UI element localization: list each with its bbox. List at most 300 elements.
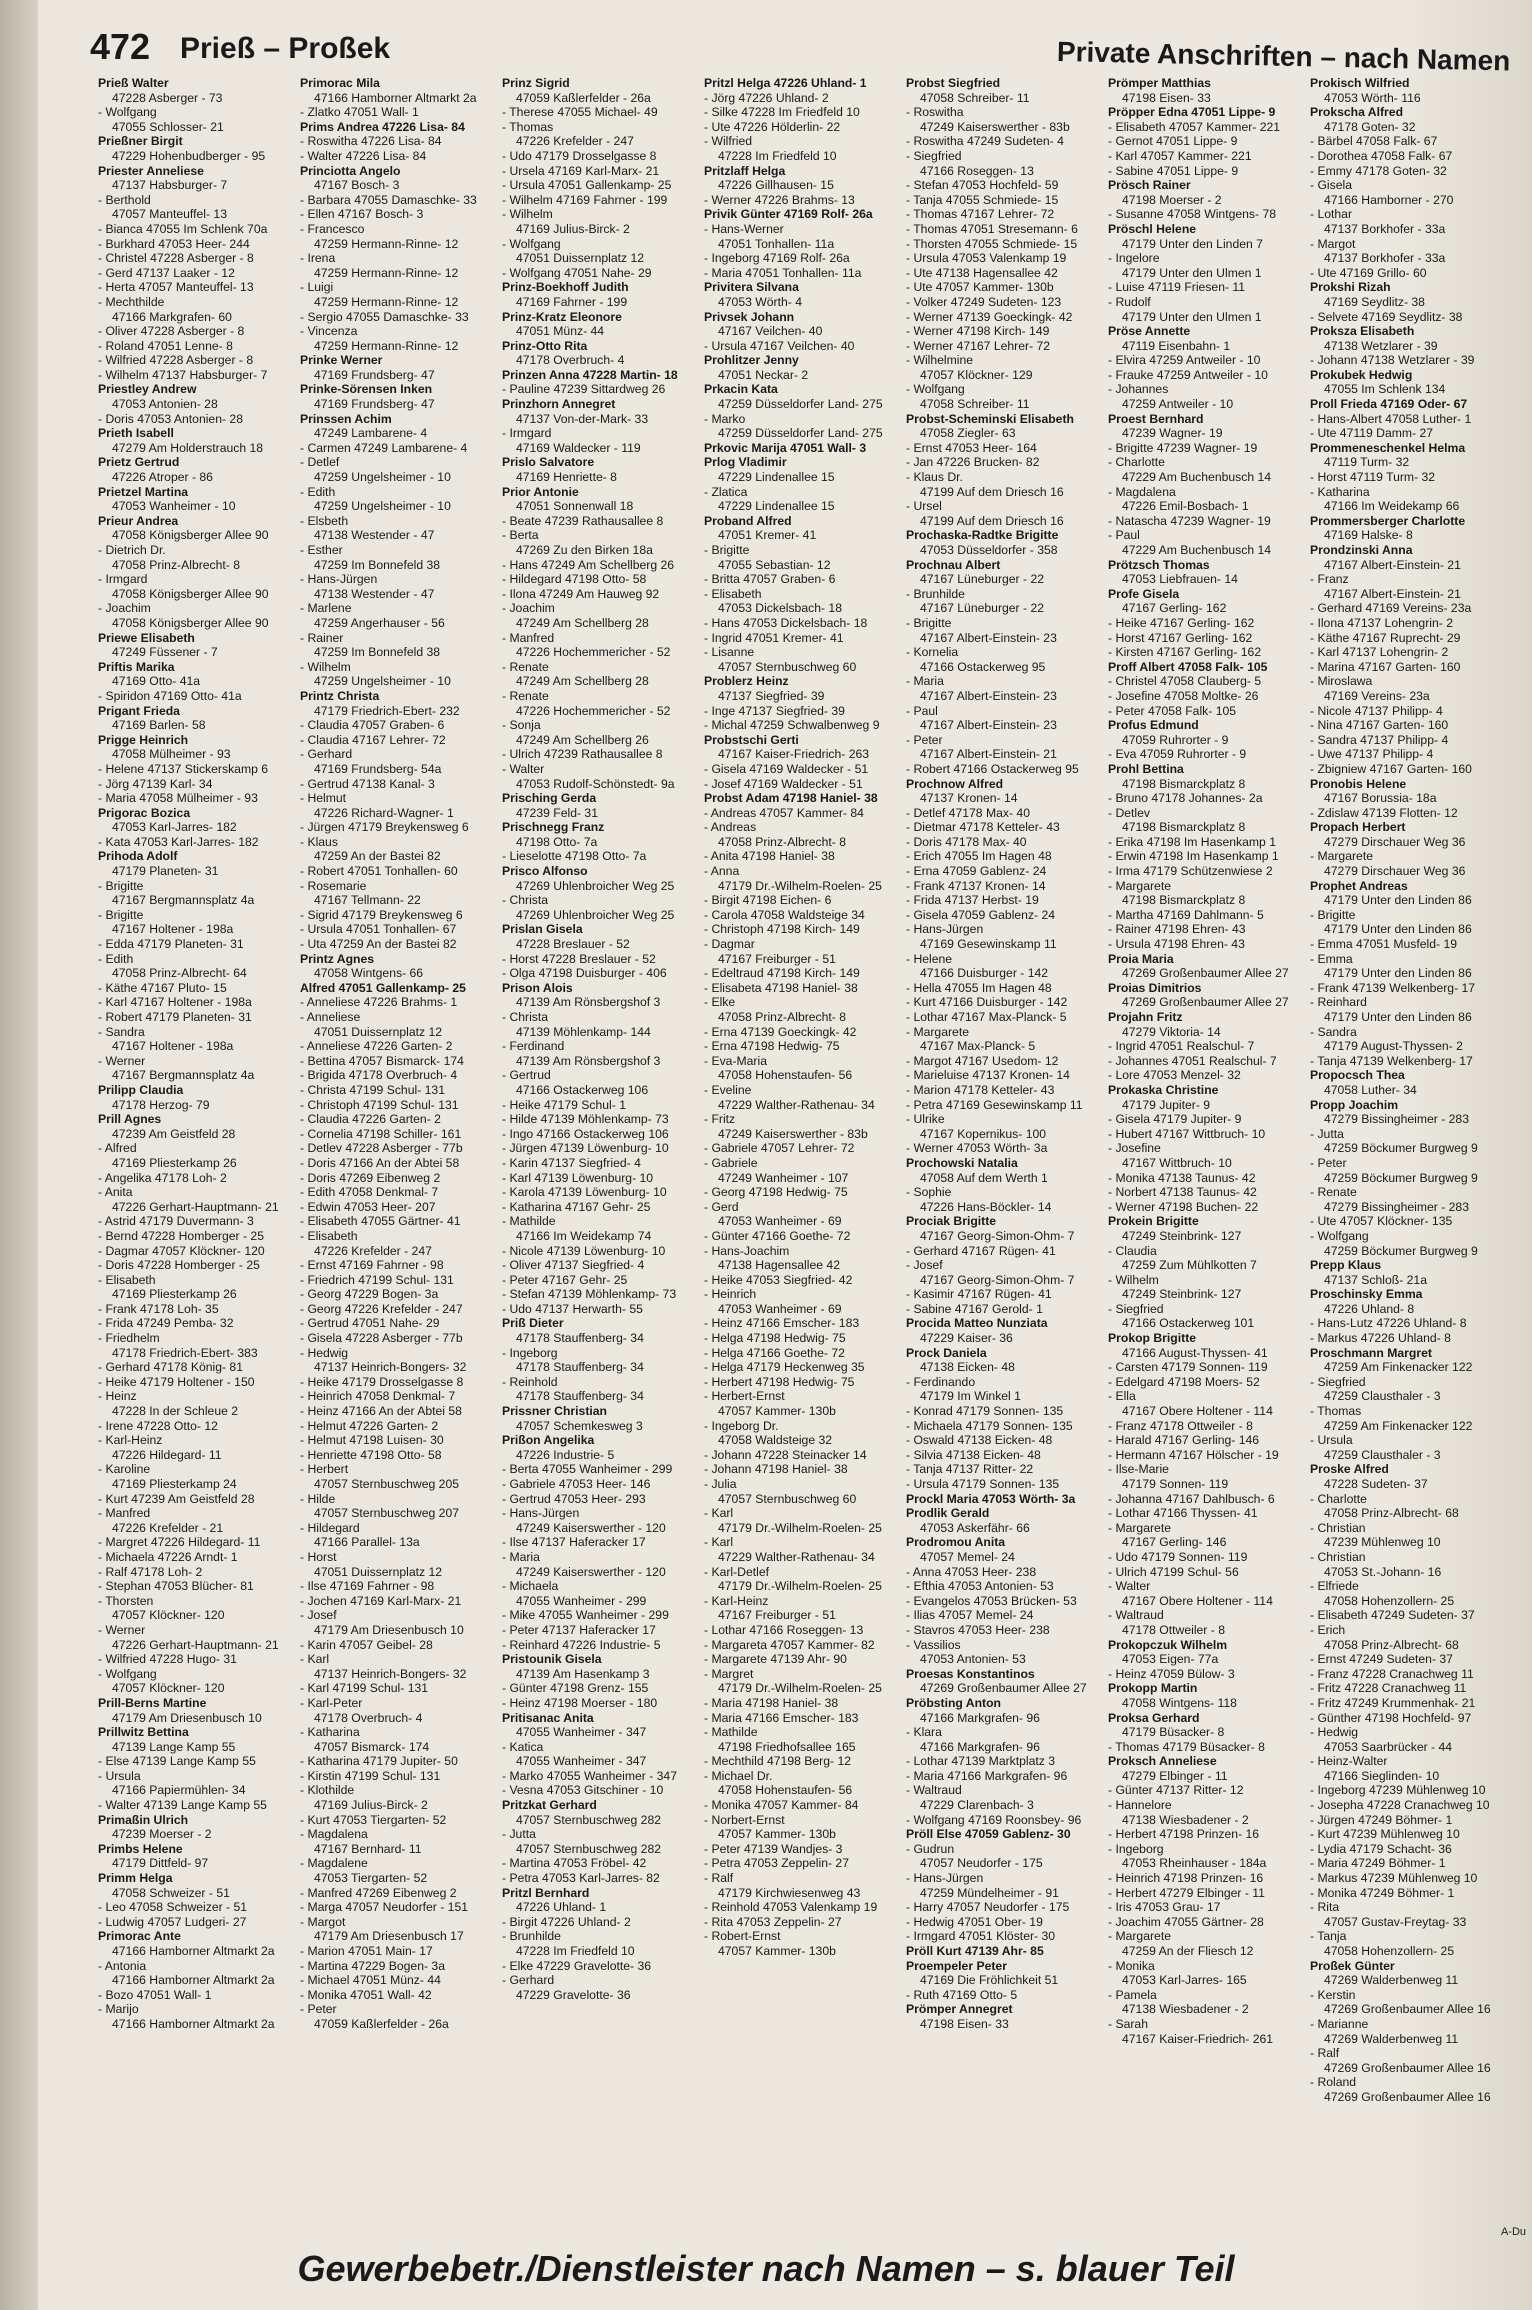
entry-name: - Ute 47057 Kammer- 130b	[906, 280, 1054, 295]
entry-address: 47139 Am Hasenkamp 3	[516, 1666, 650, 1681]
directory-entry	[300, 1083, 495, 1098]
directory-entry	[1310, 207, 1505, 236]
entry-name: - Lothar 47166 Thyssen- 41	[1108, 1506, 1258, 1521]
entry-name: - Elisabeth	[704, 586, 762, 601]
entry-address: 47179 Im Winkel 1	[920, 1389, 1021, 1404]
directory-entry	[906, 1842, 1101, 1871]
entry-address: 47178 Friedrich-Ebert- 383	[112, 1345, 258, 1360]
directory-entry	[502, 1375, 697, 1404]
entry-name: - Ilona 47137 Lohengrin- 2	[1310, 615, 1453, 630]
directory-entry	[1310, 1842, 1505, 1857]
entry-name: - Siegfried	[1310, 1374, 1366, 1389]
entry-address: 47053 Wörth- 116	[1324, 90, 1421, 105]
entry-name: - Christa	[502, 1010, 549, 1024]
directory-entry	[98, 1141, 293, 1170]
entry-name: Proest Bernhard	[1108, 411, 1204, 426]
directory-entry	[1108, 864, 1303, 879]
directory-entry	[502, 280, 697, 309]
entry-name: - Anita	[98, 1185, 133, 1200]
directory-entry	[1108, 1506, 1303, 1521]
entry-address: 47269 Großenbaumer Allee 16	[1324, 2089, 1491, 2104]
directory-entry	[502, 922, 697, 951]
entry-name: - Wolfgang 47169 Roonsbey- 96	[906, 1812, 1082, 1827]
directory-entry	[1108, 1171, 1303, 1186]
directory-entry	[300, 1988, 495, 2003]
directory-entry	[1108, 1375, 1303, 1390]
directory-entry	[704, 485, 899, 514]
directory-entry	[906, 1959, 1101, 1988]
entry-name: - Thomas 47167 Lehrer- 72	[906, 207, 1055, 222]
entry-address: 47138 Wiesbadener - 2	[1122, 2002, 1249, 2017]
entry-name: - Karl 47167 Holtener - 198a	[98, 995, 252, 1010]
directory-entry	[1310, 616, 1505, 631]
entry-name: - Charlotte	[1108, 455, 1165, 470]
entry-address: 47166 Markgrafen- 96	[920, 1710, 1040, 1725]
directory-entry	[502, 426, 697, 455]
entry-name: - Waltraud	[906, 1783, 962, 1798]
entry-address: 47228 Im Friedfeld 10	[718, 148, 837, 163]
entry-name: Prinz-Otto Rita	[502, 338, 588, 353]
directory-entry	[1108, 1214, 1303, 1243]
entry-address: 47058 Mülheimer - 93	[112, 747, 231, 762]
entry-name: - Katharina	[1310, 484, 1370, 499]
entry-address: 47199 Auf dem Driesch 16	[920, 484, 1064, 499]
directory-entry	[98, 1492, 293, 1507]
entry-name: - Uta 47259 An der Bastei 82	[300, 937, 457, 952]
directory-entry	[1108, 280, 1303, 295]
entry-name: - Christa	[502, 893, 549, 908]
directory-entry	[300, 1769, 495, 1784]
directory-entry	[502, 1929, 697, 1958]
entry-name: - Edda 47179 Planeten- 31	[98, 937, 244, 952]
entry-name: Pritzl Helga 47226 Uhland- 1	[704, 76, 867, 90]
directory-entry	[906, 1346, 1101, 1375]
entry-name: - Else 47139 Lange Kamp 55	[98, 1754, 256, 1769]
directory-entry	[906, 1287, 1101, 1302]
directory-entry	[704, 645, 899, 674]
entry-name: Proempeler Peter	[906, 1958, 1007, 1973]
entry-address: 47226 Krefelder - 21	[112, 1520, 224, 1535]
directory-entry	[1310, 1725, 1505, 1754]
entry-name: - Georg 47198 Hedwig- 75	[704, 1185, 848, 1200]
directory-entry	[300, 441, 495, 456]
directory-entry	[502, 1316, 697, 1345]
directory-entry	[300, 1813, 495, 1828]
directory-entry	[1108, 1419, 1303, 1434]
directory-entry	[1310, 397, 1505, 412]
directory-entry	[906, 981, 1101, 996]
entry-name: - Detlev	[1108, 805, 1150, 820]
entry-address: 47169 Barlen- 58	[112, 718, 206, 733]
entry-name: - Frauke 47259 Antweiler - 10	[1108, 367, 1268, 382]
entry-address: 47198 Eisen- 33	[1122, 90, 1211, 105]
entry-address: 47179 Dr.-Wilhelm-Roelen- 25	[718, 1681, 882, 1696]
entry-name: Priewe Elisabeth	[98, 630, 195, 645]
entry-name: - Kornelia	[906, 645, 959, 660]
entry-name: - Roswitha 47226 Lisa- 84	[300, 134, 442, 149]
entry-address: 47166 Papiermühlen- 34	[112, 1783, 246, 1798]
entry-address: 47259 Im Bonnefeld 38	[314, 645, 441, 660]
directory-entry	[300, 1287, 495, 1302]
directory-entry	[300, 251, 495, 280]
entry-name: - Ute 47138 Hagensallee 42	[906, 265, 1058, 280]
entry-address: 47058 Waldsteige 32	[718, 1433, 833, 1448]
entry-address: 47226 Industrie- 5	[516, 1447, 615, 1462]
entry-address: 47228 Asberger - 73	[112, 90, 223, 105]
entry-name: - Paul	[906, 703, 938, 718]
entry-address: 47137 Heinrich-Bongers- 32	[314, 1666, 467, 1681]
entry-name: - Ruth 47169 Otto- 5	[906, 1987, 1018, 2002]
entry-address: 47051 Tonhallen- 11a	[718, 236, 835, 251]
directory-entry	[98, 1667, 293, 1696]
entry-name: - Peter 47139 Wandjes- 3	[704, 1841, 843, 1856]
directory-entry	[98, 1419, 293, 1434]
directory-entry	[98, 777, 293, 792]
entry-name: - Günter 47198 Grenz- 155	[502, 1681, 649, 1696]
entry-name: - Angelika 47178 Loh- 2	[98, 1170, 227, 1185]
entry-name: Prischnegg Franz	[502, 820, 605, 835]
entry-name: - Marion 47178 Ketteler- 43	[906, 1082, 1055, 1097]
entry-name: - Kurt 47166 Duisburger - 142	[906, 995, 1068, 1010]
directory-entry	[906, 645, 1101, 674]
directory-entry	[704, 207, 899, 222]
entry-name: - Jürgen 47179 Breykensweg 6	[300, 820, 469, 835]
directory-entry	[906, 1302, 1101, 1317]
entry-address: 47053 Rudolf-Schönstedt- 9a	[516, 776, 675, 791]
directory-entry	[502, 1433, 697, 1462]
entry-name: - Ella	[1108, 1389, 1136, 1404]
entry-name: - Johann 47228 Steinacker 14	[704, 1447, 867, 1462]
directory-entry	[98, 689, 293, 704]
entry-address: 47249 Kaiserswerther - 120	[516, 1520, 666, 1535]
directory-entry	[300, 747, 495, 776]
directory-entry	[502, 1462, 697, 1477]
entry-name: Proias Dimitrios	[1108, 980, 1202, 995]
entry-name: Priester Anneliese	[98, 163, 204, 178]
entry-address: 47169 Otto- 41a	[112, 674, 201, 689]
directory-entry	[1108, 134, 1303, 149]
directory-entry	[1310, 1156, 1505, 1185]
entry-name: - Michaela 47226 Arndt- 1	[98, 1549, 238, 1564]
directory-entry	[1108, 631, 1303, 646]
directory-entry	[1310, 2046, 1505, 2075]
directory-entry	[704, 1754, 899, 1769]
directory-entry	[98, 1871, 293, 1900]
directory-entry	[906, 1915, 1101, 1930]
entry-name: Prohl Bettina	[1108, 761, 1184, 776]
directory-entry	[98, 572, 293, 601]
entry-address: 47259 Böckumer Burgweg 9	[1324, 1170, 1478, 1185]
entry-name: Prihoda Adolf	[98, 849, 178, 864]
entry-address: 47179 Dittfeld- 97	[112, 1856, 209, 1871]
directory-entry	[502, 1010, 697, 1039]
directory-entry	[300, 952, 495, 981]
directory-entry	[98, 1594, 293, 1623]
directory-entry	[502, 966, 697, 981]
directory-entry	[502, 178, 697, 193]
directory-entry	[98, 222, 293, 237]
directory-entry	[1108, 2017, 1303, 2046]
directory-entry	[1310, 76, 1505, 105]
entry-name: - Spiridon 47169 Otto- 41a	[98, 688, 242, 703]
directory-entry	[1310, 1258, 1505, 1287]
footer-note: Gewerbebetr./Dienstleister nach Namen – s. blauer Teil	[297, 2248, 1235, 2289]
entry-name: - Josefine	[1108, 1141, 1161, 1156]
entry-address: 47179 Jupiter- 9	[1122, 1097, 1211, 1112]
entry-address: 47226 Atroper - 86	[112, 470, 213, 485]
directory-entry	[906, 237, 1101, 252]
directory-entry	[906, 1900, 1101, 1915]
entry-name: - Luigi	[300, 280, 334, 295]
entry-name: - Irena	[300, 251, 336, 266]
entry-name: - Fritz 47228 Cranachweg 11	[1310, 1681, 1467, 1696]
page-header	[90, 22, 1511, 77]
directory-entry	[704, 1112, 899, 1141]
directory-entry	[98, 981, 293, 996]
entry-name: - Werner 47226 Brahms- 13	[704, 192, 855, 207]
entry-address: 47053 Karl-Jarres- 165	[1122, 1973, 1247, 1988]
entry-name: - Monika 47057 Kammer- 84	[704, 1798, 859, 1813]
directory-entry	[300, 1141, 495, 1156]
entry-address: 47137 Siegfried- 39	[718, 688, 825, 703]
entry-address: 47259 Mündelheimer - 91	[920, 1885, 1059, 1900]
directory-entry	[98, 353, 293, 368]
entry-address: 47269 Walderbenweg 11	[1324, 1973, 1459, 1988]
entry-name: - Udo 47179 Sonnen- 119	[1108, 1549, 1248, 1564]
directory-entry	[1108, 120, 1303, 135]
directory-entry	[1310, 1287, 1505, 1316]
directory-entry	[704, 1477, 899, 1506]
directory-entry	[906, 149, 1101, 178]
entry-address: 47057 Kammer- 130b	[718, 1944, 836, 1958]
entry-name: - Jörg 47139 Karl- 34	[98, 776, 213, 791]
directory-entry	[704, 1083, 899, 1112]
entry-name: - Marion 47051 Main- 17	[300, 1944, 433, 1958]
entry-address: 47058 Luther- 34	[1324, 1082, 1417, 1097]
entry-name: - Erika 47198 Im Hasenkamp 1	[1108, 834, 1276, 849]
directory-entry	[1108, 1827, 1303, 1842]
directory-entry	[1310, 441, 1505, 470]
entry-address: 47137 Habsburger- 7	[112, 178, 228, 193]
entry-name: Prohlitzer Jenny	[704, 353, 799, 368]
directory-entry	[502, 1959, 697, 1974]
entry-name: - Vassilios	[906, 1637, 961, 1652]
entry-address: 47058 Königsberger Allee 90	[112, 528, 269, 543]
directory-entry	[1310, 631, 1505, 646]
entry-name: - Waltraud	[1108, 1608, 1164, 1623]
directory-entry	[98, 1754, 293, 1769]
entry-name: - Gernot 47051 Lippe- 9	[1108, 134, 1238, 149]
directory-entry	[906, 1608, 1101, 1623]
entry-name: Prokopczuk Wilhelm	[1108, 1637, 1228, 1652]
entry-name: - Gerhard	[502, 1973, 555, 1988]
entry-name: - Lothar 47167 Max-Planck- 5	[906, 1010, 1067, 1024]
entry-name: - Brigitte	[906, 615, 952, 630]
directory-entry	[300, 324, 495, 353]
directory-entry	[704, 1594, 899, 1623]
entry-address: 47139 Am Rönsbergshof 3	[516, 995, 661, 1010]
entry-name: Prigge Heinrich	[98, 732, 189, 747]
directory-entry	[300, 485, 495, 514]
directory-entry	[1108, 528, 1303, 557]
entry-address: 47055 Wanheimer - 347	[516, 1725, 647, 1740]
entry-address: 47239 Feld- 31	[516, 805, 598, 820]
directory-entry	[1310, 1886, 1505, 1901]
entry-name: Procida Matteo Nunziata	[906, 1316, 1048, 1331]
entry-name: Prill-Berns Martine	[98, 1695, 207, 1710]
entry-address: 47058 Königsberger Allee 90	[112, 615, 269, 630]
entry-name: - Michaela	[502, 1579, 559, 1594]
directory-entry	[98, 908, 293, 937]
entry-name: - Tanja 47137 Ritter- 22	[906, 1462, 1034, 1477]
directory-entry	[906, 1054, 1101, 1069]
directory-entry	[98, 105, 293, 134]
entry-name: - Marko	[704, 411, 746, 426]
entry-address: 47229 Clarenbach- 3	[920, 1798, 1034, 1813]
entry-address: 47166 Hamborner - 270	[1324, 192, 1454, 207]
directory-entry	[502, 1112, 697, 1127]
entry-address: 47167 Georg-Simon-Ohm- 7	[920, 1272, 1075, 1287]
entry-address: 47166 August-Thyssen- 41	[1122, 1345, 1268, 1360]
entry-address: 47169 Seydlitz- 38	[1324, 294, 1425, 309]
directory-entry	[1108, 1959, 1303, 1988]
entry-name: - Anneliese 47226 Brahms- 1	[300, 995, 458, 1010]
entry-name: - Lore 47053 Menzel- 32	[1108, 1068, 1241, 1083]
directory-entry	[704, 412, 899, 441]
entry-address: 47269 Großenbaumer Allee 27	[920, 1681, 1087, 1696]
entry-name: - Karl-Heinz	[704, 1593, 769, 1608]
entry-name: - Wolfgang	[98, 105, 157, 120]
directory-entry	[98, 2002, 293, 2031]
entry-address: 47279 Bissingheimer - 283	[1324, 1199, 1469, 1214]
entry-name: - Gabriele	[704, 1155, 758, 1170]
entry-name: - Werner	[98, 1053, 146, 1068]
directory-entry	[98, 1171, 293, 1186]
entry-name: - Hans-Albert 47058 Luther- 1	[1310, 411, 1472, 426]
entry-name: - Herbert 47198 Prinzen- 16	[1108, 1827, 1260, 1842]
directory-entry	[1108, 1842, 1303, 1871]
entry-name: Proksch Anneliese	[1108, 1754, 1217, 1769]
entry-name: - Markus 47239 Mühlenweg 10	[1310, 1871, 1478, 1886]
directory-entry	[300, 1754, 495, 1769]
entry-name: - Uwe 47137 Philipp- 4	[1310, 747, 1434, 762]
entry-name: Propach Herbert	[1310, 820, 1406, 835]
entry-address: 47167 Albert-Einstein- 23	[920, 718, 1057, 733]
directory-entry	[300, 1652, 495, 1681]
entry-name: - Claudia 47057 Graben- 6	[300, 718, 445, 733]
entry-name: - Berta	[502, 528, 539, 543]
entry-name: Prison Alois	[502, 980, 573, 995]
entry-address: 47058 Auf dem Werth 1	[920, 1170, 1048, 1185]
directory-entry	[1108, 1608, 1303, 1637]
entry-name: Pritisanac Anita	[502, 1710, 594, 1725]
entry-name: - Rainer 47198 Ehren- 43	[1108, 922, 1246, 937]
directory-entry	[300, 1448, 495, 1463]
entry-name: Proßek Günter	[1310, 1958, 1395, 1973]
entry-name: Prietzel Martina	[98, 484, 189, 499]
entry-name: - Hans-Jürgen	[906, 922, 984, 937]
entry-name: - Gerhard	[300, 747, 353, 762]
entry-address: 47169 Julius-Birck- 2	[516, 221, 630, 236]
directory-entry	[1108, 1754, 1303, 1783]
entry-name: - Ursula 47167 Veilchen- 40	[704, 338, 855, 353]
entry-name: - Dagmar 47057 Klöckner- 120	[98, 1243, 265, 1258]
directory-entry	[704, 339, 899, 354]
entry-name: - Doris 47228 Homberger - 25	[98, 1258, 260, 1273]
directory-entry	[300, 1273, 495, 1288]
entry-name: - Frank 47137 Kronen- 14	[906, 878, 1046, 893]
directory-entry	[1108, 1068, 1303, 1083]
entry-address: 47229 Kaiser- 36	[920, 1331, 1013, 1346]
entry-name: - Hans-Jürgen	[906, 1871, 984, 1886]
directory-entry	[704, 806, 899, 821]
directory-entry	[502, 1652, 697, 1681]
entry-name: - Johanna 47167 Dahlbusch- 6	[1108, 1491, 1275, 1506]
directory-entry	[502, 601, 697, 630]
directory-entry	[1108, 1915, 1303, 1930]
entry-name: - Robert 47166 Ostackerweg 95	[906, 761, 1079, 776]
directory-entry	[1108, 207, 1303, 222]
entry-name: - Peter	[300, 2002, 337, 2017]
entry-name: - Petra 47053 Zeppelin- 27	[704, 1856, 849, 1871]
entry-name: - Elke	[704, 995, 736, 1010]
entry-address: 47053 Wanheimer - 69	[718, 1301, 842, 1316]
entry-name: - Margarete 47139 Ahr- 90	[704, 1652, 847, 1667]
entry-name: - Eveline	[704, 1082, 752, 1097]
entry-address: 47226 Uhland- 1	[516, 1900, 607, 1915]
entry-name: - Cornelia 47198 Schiller- 161	[300, 1126, 462, 1141]
entry-name: - Edith	[98, 951, 134, 966]
directory-entry	[98, 237, 293, 252]
entry-name: Prlog Vladimir	[704, 455, 787, 470]
directory-entry	[1310, 1652, 1505, 1667]
entry-name: Primorac Mila	[300, 76, 380, 90]
entry-name: - Georg 47229 Bogen- 3a	[300, 1287, 439, 1302]
entry-name: - Doris 47178 Max- 40	[906, 834, 1027, 849]
entry-name: - Johannes 47051 Realschul- 7	[1108, 1053, 1277, 1068]
directory-entry	[98, 251, 293, 266]
entry-name: - Joachim	[98, 601, 151, 616]
entry-address: 47169 Fahrner - 199	[516, 294, 628, 309]
entry-name: - Hildegard	[300, 1520, 360, 1535]
entry-name: - Joachim	[502, 601, 555, 616]
entry-address: 47239 Moerser - 2	[112, 1827, 212, 1842]
directory-entry	[704, 849, 899, 864]
entry-name: Prietz Gertrud	[98, 455, 180, 470]
entry-address: 47057 Sternbuschweg 282	[516, 1841, 662, 1856]
entry-address: 47167 Gerling- 146	[1122, 1535, 1227, 1550]
entry-address: 47058 Prinz-Albrecht- 68	[1324, 1637, 1459, 1652]
directory-entry	[704, 91, 899, 106]
directory-entry	[704, 382, 899, 411]
entry-name: - Lothar 47139 Marktplatz 3	[906, 1754, 1056, 1769]
entry-name: - Kasimir 47167 Rügen- 41	[906, 1287, 1052, 1302]
entry-name: Prokubek Hedwig	[1310, 367, 1413, 382]
entry-address: 47058 Prinz-Albrecht- 8	[718, 834, 847, 849]
directory-entry	[704, 674, 899, 703]
directory-entry	[704, 105, 899, 120]
directory-entry	[1310, 1783, 1505, 1798]
entry-name: Propp Joachim	[1310, 1097, 1399, 1112]
entry-address: 47057 Gustav-Freytag- 33	[1324, 1914, 1467, 1929]
directory-entry	[1108, 791, 1303, 806]
entry-name: - Natascha 47239 Wagner- 19	[1108, 513, 1271, 528]
directory-entry	[704, 995, 899, 1024]
directory-entry	[300, 1112, 495, 1127]
directory-entry	[1310, 733, 1505, 748]
entry-address: 47059 Ruhrorter - 9	[1122, 732, 1229, 747]
directory-entry	[1108, 1302, 1303, 1331]
